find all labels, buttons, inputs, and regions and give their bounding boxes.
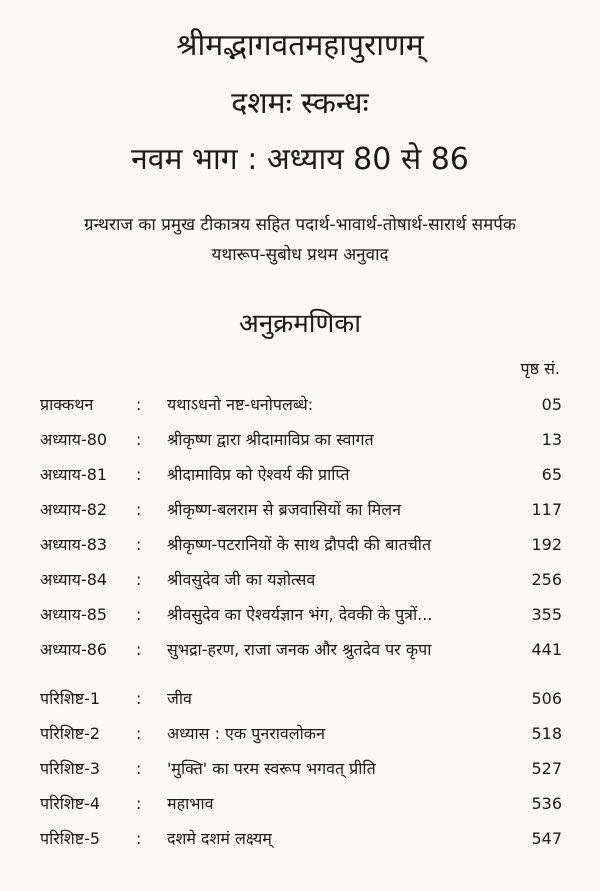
toc-entry [0,719,600,749]
toc-entry-label: परिशिष्ट-5 [40,829,101,848]
toc-entry [0,460,600,490]
toc-entry-title: 'मुक्ति' का परम स्वरूप भगवत् प्रीति [167,759,376,778]
toc-entry-title: श्रीकृष्ण द्वारा श्रीदामाविप्र का स्वागत [167,430,374,449]
toc-entry-label: परिशिष्ट-2 [40,724,101,743]
toc-entry-separator: : [136,689,142,708]
toc-entry-label: प्राक्कथन [40,395,94,414]
toc-entry-page: 355 [531,605,562,624]
toc-entry-title: श्रीकृष्ण-बलराम से ब्रजवासियों का मिलन [167,500,401,519]
toc-entry-page: 527 [531,759,562,778]
toc-entry-title: महाभाव [167,794,214,813]
toc-entry-title: जीव [167,689,192,708]
toc-entry-page: 117 [531,500,562,519]
toc-entry [0,600,600,630]
toc-entry-label: अध्याय-81 [40,465,108,484]
toc-entry [0,425,600,455]
toc-entry-separator: : [136,500,142,519]
toc-entry [0,789,600,819]
toc-entry-label: अध्याय-85 [40,605,108,624]
toc-entry-page: 441 [531,640,562,659]
toc-entry-page: 13 [541,430,562,449]
toc-entry [0,390,600,420]
toc-entry-page: 506 [531,689,562,708]
toc-entry-separator: : [136,829,142,848]
toc-entry [0,684,600,714]
toc-entry-separator: : [136,535,142,554]
toc-entry-page: 05 [541,395,562,414]
toc-entry [0,635,600,665]
toc-entry-separator: : [136,640,142,659]
toc-entry-page: 65 [541,465,562,484]
toc-entry-label: परिशिष्ट-3 [40,759,101,778]
toc-entry-title: सुभद्रा-हरण, राजा जनक और श्रुतदेव पर कृपा [167,640,432,659]
toc-entry-separator: : [136,430,142,449]
toc-entry-label: अध्याय-86 [40,640,108,659]
toc-entry-separator: : [136,794,142,813]
toc-entry-label: परिशिष्ट-4 [40,794,101,813]
toc-entry-separator: : [136,395,142,414]
toc-entry-title: यथाऽधनो नष्ट-धनोपलब्धे: [167,395,314,414]
page-number-column-header: पृष्ठ सं. [520,359,560,378]
toc-entry-title: दशमे दशमं लक्ष्यम् [167,829,272,848]
toc-heading: अनुक्रमणिका [238,309,362,339]
toc-entry-label: अध्याय-83 [40,535,108,554]
toc-entry-page: 192 [531,535,562,554]
toc-entry-separator: : [136,465,142,484]
toc-entry-label: अध्याय-84 [40,570,108,589]
subtitle-line-1: ग्रन्थराज का प्रमुख टीकात्रय सहित पदार्थ-भावार्थ-तोषार्थ-सारार्थ समर्पक [84,215,516,235]
toc-entry [0,754,600,784]
toc-entry-title: श्रीवसुदेव जी का यज्ञोत्सव [167,570,316,589]
toc-entry [0,824,600,854]
toc-entry-separator: : [136,570,142,589]
toc-entry [0,530,600,560]
toc-entry-separator: : [136,724,142,743]
toc-entry-separator: : [136,605,142,624]
toc-entry-separator: : [136,759,142,778]
toc-entry-label: अध्याय-80 [40,430,108,449]
toc-entry [0,565,600,595]
toc-entry-title: श्रीवसुदेव का ऐश्वर्यज्ञान भंग, देवकी के पुत्रों... [167,605,433,624]
subtitle-line-2: यथारूप-सुबोध प्रथम अनुवाद [211,245,389,265]
toc-entry-page: 518 [531,724,562,743]
toc-entry-label: परिशिष्ट-1 [40,689,101,708]
toc-entry-title: श्रीकृष्ण-पटरानियों के साथ द्रौपदी की बातचीत [167,535,432,554]
toc-entry-title: श्रीदामाविप्र को ऐश्वर्य की प्राप्ति [167,465,350,484]
book-section-title: दशमः स्कन्धः [231,86,369,121]
toc-entry-page: 536 [531,794,562,813]
toc-entry [0,495,600,525]
volume-title: नवम भाग : अध्याय 80 से 86 [131,142,469,177]
toc-entry-title: अध्यास : एक पुनरावलोकन [167,724,325,743]
toc-entry-label: अध्याय-82 [40,500,108,519]
book-title: श्रीमद्भागवतमहापुराणम् [176,28,424,63]
toc-entry-page: 256 [531,570,562,589]
toc-entry-page: 547 [531,829,562,848]
